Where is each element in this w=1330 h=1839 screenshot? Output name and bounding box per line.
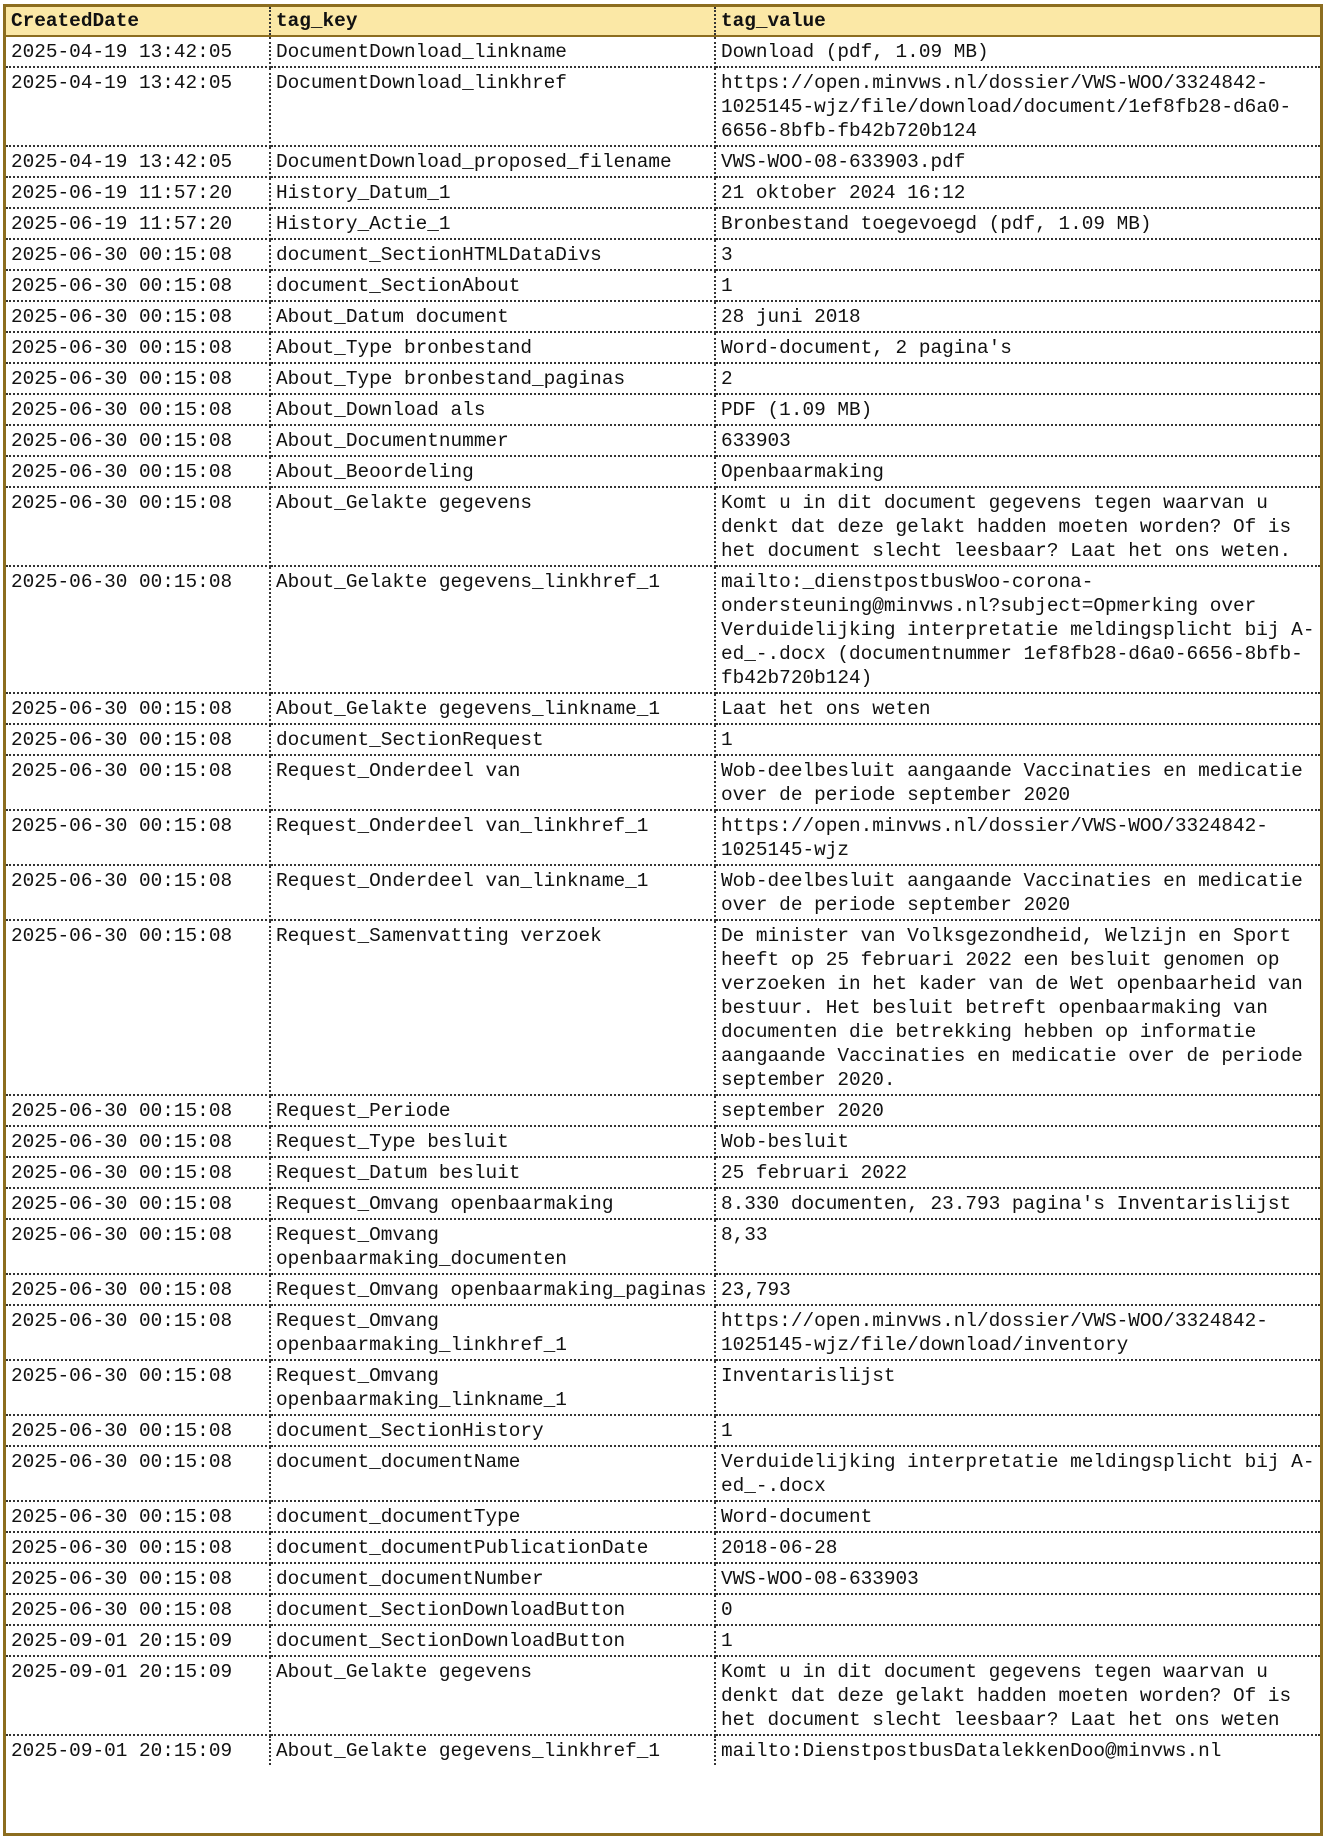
table-row — [6, 1095, 1320, 1126]
cell-tag-key: About_Download als — [270, 394, 715, 425]
cell-tag-value: VWS-WOO-08-633903 — [715, 1563, 1320, 1594]
cell-tag-value: Inventarislijst — [715, 1360, 1320, 1415]
cell-tag-value: Wob-deelbesluit aangaande Vaccinaties en medicatie over de periode september 2020 — [715, 865, 1320, 920]
table-row — [6, 724, 1320, 755]
cell-tag-key: Request_Onderdeel van — [270, 755, 715, 810]
cell-tag-key: Request_Omvang openbaarmaking_linkname_1 — [270, 1360, 715, 1415]
cell-created-date: 2025-06-30 00:15:08 — [6, 1501, 270, 1532]
cell-tag-key: DocumentDownload_proposed_filename — [270, 146, 715, 177]
cell-tag-value: 2018-06-28 — [715, 1532, 1320, 1563]
cell-tag-key: document_documentType — [270, 1501, 715, 1532]
cell-tag-value: 1 — [715, 724, 1320, 755]
cell-tag-key: document_SectionRequest — [270, 724, 715, 755]
cell-tag-value: 23,793 — [715, 1274, 1320, 1305]
cell-tag-key: DocumentDownload_linkname — [270, 36, 715, 67]
cell-created-date: 2025-06-30 00:15:08 — [6, 566, 270, 693]
table-body — [6, 36, 1320, 1765]
cell-tag-key: Request_Onderdeel van_linkname_1 — [270, 865, 715, 920]
cell-created-date: 2025-04-19 13:42:05 — [6, 146, 270, 177]
cell-tag-value: 1 — [715, 270, 1320, 301]
cell-tag-value: Verduidelijking interpretatie meldingsplicht bij A-ed_-.docx — [715, 1446, 1320, 1501]
cell-created-date: 2025-06-30 00:15:08 — [6, 487, 270, 566]
cell-tag-key: document_SectionDownloadButton — [270, 1594, 715, 1625]
cell-created-date: 2025-04-19 13:42:05 — [6, 67, 270, 146]
table-header — [6, 7, 1320, 36]
cell-created-date: 2025-04-19 13:42:05 — [6, 36, 270, 67]
table-row — [6, 1735, 1320, 1765]
cell-created-date: 2025-06-30 00:15:08 — [6, 865, 270, 920]
cell-created-date: 2025-06-30 00:15:08 — [6, 363, 270, 394]
cell-created-date: 2025-06-30 00:15:08 — [6, 755, 270, 810]
cell-tag-value: https://open.minvws.nl/dossier/VWS-WOO/3324842-1025145-wjz/file/download/inventory — [715, 1305, 1320, 1360]
table-row — [6, 177, 1320, 208]
cell-created-date: 2025-06-30 00:15:08 — [6, 1532, 270, 1563]
table-row — [6, 1188, 1320, 1219]
cell-tag-value: Word-document, 2 pagina's — [715, 332, 1320, 363]
cell-tag-value: 28 juni 2018 — [715, 301, 1320, 332]
cell-created-date: 2025-06-30 00:15:08 — [6, 1563, 270, 1594]
cell-tag-value: Download (pdf, 1.09 MB) — [715, 36, 1320, 67]
data-table-frame — [3, 4, 1323, 1836]
cell-created-date: 2025-06-30 00:15:08 — [6, 456, 270, 487]
cell-tag-value: De minister van Volksgezondheid, Welzijn en Sport heeft op 25 februari 2022 een besluit genomen op verzoeken in het kader van de Wet openbaarheid van bestuur. Het besluit betreft openbaarmaking van documenten die betrekking hebben op informatie aangaande Vaccinaties en medicatie over de periode september 2020. — [715, 920, 1320, 1095]
cell-created-date: 2025-06-30 00:15:08 — [6, 724, 270, 755]
cell-tag-key: document_SectionAbout — [270, 270, 715, 301]
cell-tag-key: Request_Onderdeel van_linkhref_1 — [270, 810, 715, 865]
table-row — [6, 487, 1320, 566]
cell-created-date: 2025-06-30 00:15:08 — [6, 270, 270, 301]
table-row — [6, 1625, 1320, 1656]
cell-tag-value: Wob-besluit — [715, 1126, 1320, 1157]
cell-created-date: 2025-06-30 00:15:08 — [6, 810, 270, 865]
cell-tag-key: About_Gelakte gegevens_linkname_1 — [270, 693, 715, 724]
cell-tag-key: About_Documentnummer — [270, 425, 715, 456]
cell-tag-key: Request_Datum besluit — [270, 1157, 715, 1188]
cell-created-date: 2025-06-19 11:57:20 — [6, 177, 270, 208]
cell-created-date: 2025-06-30 00:15:08 — [6, 1415, 270, 1446]
cell-tag-value: Bronbestand toegevoegd (pdf, 1.09 MB) — [715, 208, 1320, 239]
cell-tag-key: About_Datum document — [270, 301, 715, 332]
cell-tag-value: 0 — [715, 1594, 1320, 1625]
table-row — [6, 208, 1320, 239]
cell-created-date: 2025-06-30 00:15:08 — [6, 425, 270, 456]
cell-tag-value: 3 — [715, 239, 1320, 270]
table-row — [6, 1563, 1320, 1594]
cell-created-date: 2025-06-30 00:15:08 — [6, 1274, 270, 1305]
cell-created-date: 2025-06-30 00:15:08 — [6, 920, 270, 1095]
cell-tag-value: Wob-deelbesluit aangaande Vaccinaties en medicatie over de periode september 2020 — [715, 755, 1320, 810]
table-row — [6, 270, 1320, 301]
cell-created-date: 2025-06-30 00:15:08 — [6, 1095, 270, 1126]
cell-tag-key: document_SectionDownloadButton — [270, 1625, 715, 1656]
cell-tag-key: Request_Type besluit — [270, 1126, 715, 1157]
cell-tag-key: Request_Omvang openbaarmaking_linkhref_1 — [270, 1305, 715, 1360]
table-row — [6, 1532, 1320, 1563]
cell-tag-value: Openbaarmaking — [715, 456, 1320, 487]
cell-created-date: 2025-06-30 00:15:08 — [6, 1157, 270, 1188]
table-row — [6, 456, 1320, 487]
table-row — [6, 1594, 1320, 1625]
table-row — [6, 1360, 1320, 1415]
cell-created-date: 2025-06-30 00:15:08 — [6, 394, 270, 425]
header-row — [6, 7, 1320, 36]
cell-tag-key: Request_Samenvatting verzoek — [270, 920, 715, 1095]
cell-tag-value: PDF (1.09 MB) — [715, 394, 1320, 425]
cell-tag-value: 21 oktober 2024 16:12 — [715, 177, 1320, 208]
cell-tag-key: DocumentDownload_linkhref — [270, 67, 715, 146]
cell-tag-key: History_Datum_1 — [270, 177, 715, 208]
cell-tag-key: About_Gelakte gegevens_linkhref_1 — [270, 1735, 715, 1765]
table-row — [6, 810, 1320, 865]
cell-tag-key: About_Type bronbestand — [270, 332, 715, 363]
cell-tag-value: Komt u in dit document gegevens tegen waarvan u denkt dat deze gelakt hadden moeten worden? Of is het document slecht leesbaar? Laat het ons weten. — [715, 487, 1320, 566]
cell-created-date: 2025-06-30 00:15:08 — [6, 1446, 270, 1501]
table-row — [6, 1126, 1320, 1157]
cell-created-date: 2025-06-30 00:15:08 — [6, 1305, 270, 1360]
table-row — [6, 1219, 1320, 1274]
cell-created-date: 2025-09-01 20:15:09 — [6, 1656, 270, 1735]
cell-tag-value: september 2020 — [715, 1095, 1320, 1126]
cell-tag-key: Request_Omvang openbaarmaking — [270, 1188, 715, 1219]
table-row — [6, 566, 1320, 693]
cell-tag-key: Request_Periode — [270, 1095, 715, 1126]
table-row — [6, 332, 1320, 363]
cell-created-date: 2025-06-30 00:15:08 — [6, 1594, 270, 1625]
table-row — [6, 1446, 1320, 1501]
table-row — [6, 1415, 1320, 1446]
column-header-tag-key[interactable]: tag_key — [270, 7, 715, 36]
cell-created-date: 2025-06-30 00:15:08 — [6, 693, 270, 724]
cell-created-date: 2025-06-30 00:15:08 — [6, 239, 270, 270]
cell-tag-value: 1 — [715, 1625, 1320, 1656]
cell-created-date: 2025-09-01 20:15:09 — [6, 1625, 270, 1656]
table-row — [6, 146, 1320, 177]
cell-tag-key: History_Actie_1 — [270, 208, 715, 239]
cell-created-date: 2025-06-30 00:15:08 — [6, 1126, 270, 1157]
table-row — [6, 36, 1320, 67]
cell-tag-value: https://open.minvws.nl/dossier/VWS-WOO/3324842-1025145-wjz/file/download/document/1ef8fb28-d6a0-6656-8bfb-fb42b720b124 — [715, 67, 1320, 146]
table-row — [6, 301, 1320, 332]
cell-tag-key: document_SectionHistory — [270, 1415, 715, 1446]
table-row — [6, 425, 1320, 456]
cell-created-date: 2025-06-30 00:15:08 — [6, 1188, 270, 1219]
column-header-tag-value[interactable]: tag_value — [715, 7, 1320, 36]
cell-tag-value: 8.330 documenten, 23.793 pagina's Inventarislijst — [715, 1188, 1320, 1219]
table-row — [6, 1656, 1320, 1735]
table-row — [6, 693, 1320, 724]
cell-created-date: 2025-06-30 00:15:08 — [6, 301, 270, 332]
cell-created-date: 2025-06-19 11:57:20 — [6, 208, 270, 239]
cell-tag-value: 8,33 — [715, 1219, 1320, 1274]
table-row — [6, 239, 1320, 270]
cell-tag-key: document_documentName — [270, 1446, 715, 1501]
cell-created-date: 2025-06-30 00:15:08 — [6, 1360, 270, 1415]
cell-tag-value: 2 — [715, 363, 1320, 394]
cell-tag-value: 25 februari 2022 — [715, 1157, 1320, 1188]
table-row — [6, 1305, 1320, 1360]
table-row — [6, 755, 1320, 810]
cell-tag-key: Request_Omvang openbaarmaking_paginas — [270, 1274, 715, 1305]
table-row — [6, 1274, 1320, 1305]
cell-tag-value: Komt u in dit document gegevens tegen waarvan u denkt dat deze gelakt hadden moeten worden? Of is het document slecht leesbaar? Laat het ons weten — [715, 1656, 1320, 1735]
table-row — [6, 1501, 1320, 1532]
cell-tag-key: document_documentNumber — [270, 1563, 715, 1594]
cell-tag-value: VWS-WOO-08-633903.pdf — [715, 146, 1320, 177]
cell-tag-key: About_Gelakte gegevens — [270, 487, 715, 566]
cell-tag-key: About_Type bronbestand_paginas — [270, 363, 715, 394]
cell-tag-key: document_documentPublicationDate — [270, 1532, 715, 1563]
table-row — [6, 1157, 1320, 1188]
cell-tag-key: document_SectionHTMLDataDivs — [270, 239, 715, 270]
cell-created-date: 2025-06-30 00:15:08 — [6, 1219, 270, 1274]
table-row — [6, 394, 1320, 425]
tag-table — [6, 7, 1320, 1765]
table-row — [6, 363, 1320, 394]
cell-tag-key: About_Gelakte gegevens — [270, 1656, 715, 1735]
cell-tag-value: Laat het ons weten — [715, 693, 1320, 724]
cell-tag-value: 633903 — [715, 425, 1320, 456]
table-row — [6, 67, 1320, 146]
table-row — [6, 920, 1320, 1095]
column-header-created-date[interactable]: CreatedDate — [6, 7, 270, 36]
cell-tag-value: 1 — [715, 1415, 1320, 1446]
cell-tag-value: Word-document — [715, 1501, 1320, 1532]
cell-tag-key: Request_Omvang openbaarmaking_documenten — [270, 1219, 715, 1274]
cell-tag-value: mailto:_dienstpostbusWoo-corona-ondersteuning@minvws.nl?subject=Opmerking over Verduidelijking interpretatie meldingsplicht bij A-ed_-.docx (documentnummer 1ef8fb28-d6a0-6656-8bfb-fb42b720b124) — [715, 566, 1320, 693]
table-row — [6, 865, 1320, 920]
cell-tag-key: About_Beoordeling — [270, 456, 715, 487]
cell-tag-key: About_Gelakte gegevens_linkhref_1 — [270, 566, 715, 693]
cell-tag-value: https://open.minvws.nl/dossier/VWS-WOO/3324842-1025145-wjz — [715, 810, 1320, 865]
cell-created-date: 2025-06-30 00:15:08 — [6, 332, 270, 363]
cell-created-date: 2025-09-01 20:15:09 — [6, 1735, 270, 1765]
cell-tag-value: mailto:DienstpostbusDatalekkenDoo@minvws.nl — [721, 1740, 1222, 1762]
